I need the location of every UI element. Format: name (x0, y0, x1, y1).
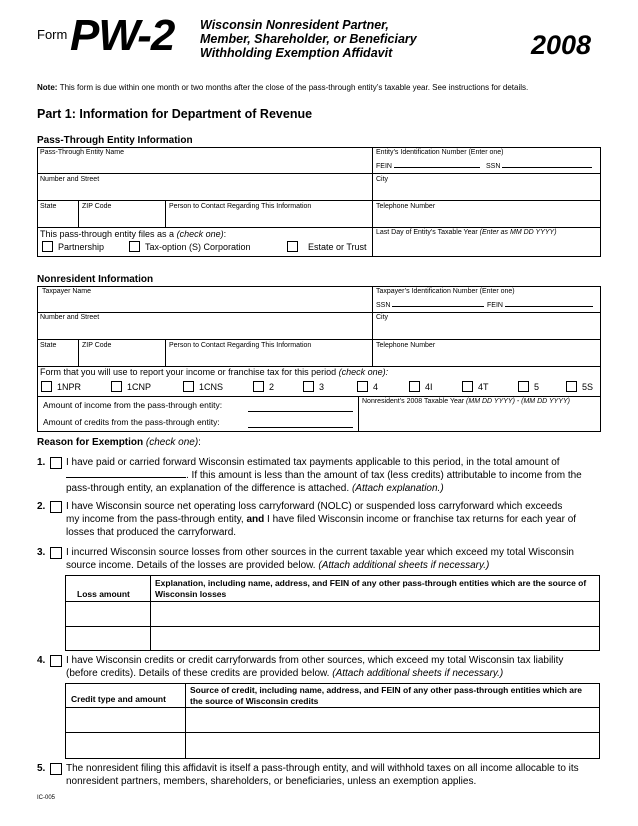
pte-fein-field[interactable]: FEIN (376, 163, 480, 170)
nri-form-4[interactable]: 4 (357, 381, 378, 392)
nri-id-label: Taxpayer’s Identification Number (Enter one) (376, 288, 515, 295)
reason-5-number: 5. (37, 763, 46, 774)
reason-4-checkbox[interactable] (50, 655, 62, 667)
pte-option-s-corp[interactable]: Tax-option (S) Corporation (129, 241, 251, 252)
nri-form-4t[interactable]: 4T (462, 381, 489, 392)
nri-income-label: Amount of income from the pass-through entity: (43, 400, 223, 410)
form-label: Form (37, 27, 68, 42)
pte-heading: Pass-Through Entity Information (37, 135, 193, 146)
reason-3-checkbox[interactable] (50, 547, 62, 559)
nri-phone-field[interactable]: Telephone Number (376, 342, 436, 349)
nri-contact-field[interactable]: Person to Contact Regarding This Information (169, 342, 312, 349)
reason-heading: Reason for Exemption (check one): (37, 437, 201, 448)
pte-contact-field[interactable]: Person to Contact Regarding This Information (169, 203, 312, 210)
checkbox[interactable] (566, 381, 577, 392)
pte-state-field[interactable]: State (40, 203, 57, 210)
checkbox[interactable] (41, 381, 52, 392)
loss-table-col1: Loss amount (77, 589, 130, 599)
pte-option-estate[interactable]: Estate or Trust (287, 241, 367, 252)
form-number: PW-2 (70, 11, 175, 60)
pte-files-as: This pass-through entity files as a (check one): (40, 229, 227, 239)
loss-row-1[interactable] (66, 602, 599, 625)
credit-table-col2: Source of credit, including name, address, and FEIN of any other pass-through entities which are the source of Wisconsin credits (190, 685, 583, 706)
checkbox[interactable] (287, 241, 298, 252)
reason-3-text: I incurred Wisconsin source losses from other sources in the current taxable year which exceed my total Wisconsin source income. Details of the losses are provided below. (Attach additional sheets if necessary.) (66, 547, 574, 571)
nri-state-field[interactable]: State (40, 342, 57, 349)
nri-form-1cnp[interactable]: 1CNP (111, 381, 151, 392)
pte-last-day-field[interactable]: Last Day of Entity’s Taxable Year (Enter as MM DD YYYY) (376, 229, 557, 236)
note: Note: This form is due within one month or two months after the close of the pass-through entity’s taxable year. See instructions for details. (37, 83, 529, 92)
nri-heading: Nonresident Information (37, 274, 154, 285)
pte-ssn-field[interactable]: SSN (486, 163, 592, 170)
nri-form-1cns[interactable]: 1CNS (183, 381, 223, 392)
nri-form-3[interactable]: 3 (303, 381, 324, 392)
nri-form-5s[interactable]: 5S (566, 381, 593, 392)
part1-title: Part 1: Information for Department of Revenue (37, 107, 313, 121)
nri-name-field[interactable]: Taxpayer Name (42, 288, 92, 295)
checkbox[interactable] (518, 381, 529, 392)
pte-street-field[interactable]: Number and Street (40, 176, 100, 183)
reason-1-text: I have paid or carried forward Wisconsin estimated tax payments applicable to this period, in the total amount of . If this amount is less than the amount of tax (less credits) attributable to income from the pass-through entity, an explanation of the difference is attached. (Attach explanation.) (66, 457, 582, 494)
pte-phone-field[interactable]: Telephone Number (376, 203, 436, 210)
checkbox[interactable] (111, 381, 122, 392)
loss-row-2[interactable] (66, 627, 599, 650)
nri-zip-field[interactable]: ZIP Code (82, 342, 112, 349)
pte-city-field[interactable]: City (376, 176, 389, 183)
reason-2-checkbox[interactable] (50, 501, 62, 513)
checkbox[interactable] (462, 381, 473, 392)
reason-5-checkbox[interactable] (50, 763, 62, 775)
nri-form-question: Form that you will use to report your income or franchise tax for this period (check one): (40, 367, 389, 377)
reason-3-number: 3. (37, 547, 46, 558)
nri-form-4i[interactable]: 4I (409, 381, 433, 392)
credit-row-1[interactable] (66, 708, 599, 731)
checkbox[interactable] (129, 241, 140, 252)
reason-4-text: I have Wisconsin credits or credit carryforwards from other sources, which exceed my total Wisconsin tax liability (before credits). Details of these credits are provided below. (Attach additional sheets if necessary.) (66, 655, 564, 679)
nri-form-5[interactable]: 5 (518, 381, 539, 392)
footer-code: IC-005 (37, 795, 56, 801)
nri-city-field[interactable]: City (376, 314, 389, 321)
checkbox[interactable] (357, 381, 368, 392)
checkbox[interactable] (409, 381, 420, 392)
pte-zip-field[interactable]: ZIP Code (82, 203, 112, 210)
nri-income-field[interactable] (248, 411, 353, 412)
nri-taxable-year-field[interactable]: Nonresident’s 2008 Taxable Year (MM DD YYYY) - (MM DD YYYY) (362, 398, 571, 405)
credit-table-col1: Credit type and amount (71, 694, 166, 704)
nri-ssn-field[interactable]: SSN (376, 302, 484, 309)
reason-1-number: 1. (37, 457, 46, 468)
pte-option-partnership[interactable]: Partnership (42, 241, 104, 252)
pte-name-field[interactable]: Pass-Through Entity Name (40, 149, 125, 156)
nri-credits-field[interactable] (248, 427, 353, 428)
credit-row-2[interactable] (66, 733, 599, 758)
checkbox[interactable] (183, 381, 194, 392)
nri-street-field[interactable]: Number and Street (40, 314, 100, 321)
reason-4-number: 4. (37, 655, 46, 666)
reason-1-amount-field[interactable] (66, 477, 186, 478)
form-title: Wisconsin Nonresident Partner, Member, Shareholder, or Beneficiary Withholding Exemption Affidavit (200, 18, 417, 60)
checkbox[interactable] (253, 381, 264, 392)
form-year: 2008 (531, 30, 592, 60)
reason-5-text: The nonresident filing this affidavit is itself a pass-through entity, and will withhold taxes on all income allocable to its nonresident partners, members, shareholders, or beneficiaries, unless an exemption applies. (66, 763, 579, 787)
checkbox[interactable] (42, 241, 53, 252)
nri-form-2[interactable]: 2 (253, 381, 274, 392)
nri-form-1npr[interactable]: 1NPR (41, 381, 81, 392)
checkbox[interactable] (303, 381, 314, 392)
reason-2-text: I have Wisconsin source net operating loss carryforward (NOLC) or suspended loss carryforward which exceeds my income from the pass-through entity, and I have filed Wisconsin income or franchise tax returns for each year of losses that produced the carryforward. (66, 501, 577, 538)
nri-credits-label: Amount of credits from the pass-through entity: (43, 417, 220, 427)
nri-fein-field[interactable]: FEIN (487, 302, 593, 309)
loss-table-col2: Explanation, including name, address, and FEIN of any other pass-through entities which are the source of Wisconsin losses (155, 578, 587, 599)
pte-id-label: Entity’s Identification Number (Enter one) (376, 149, 504, 156)
reason-2-number: 2. (37, 501, 46, 512)
reason-1-checkbox[interactable] (50, 457, 62, 469)
